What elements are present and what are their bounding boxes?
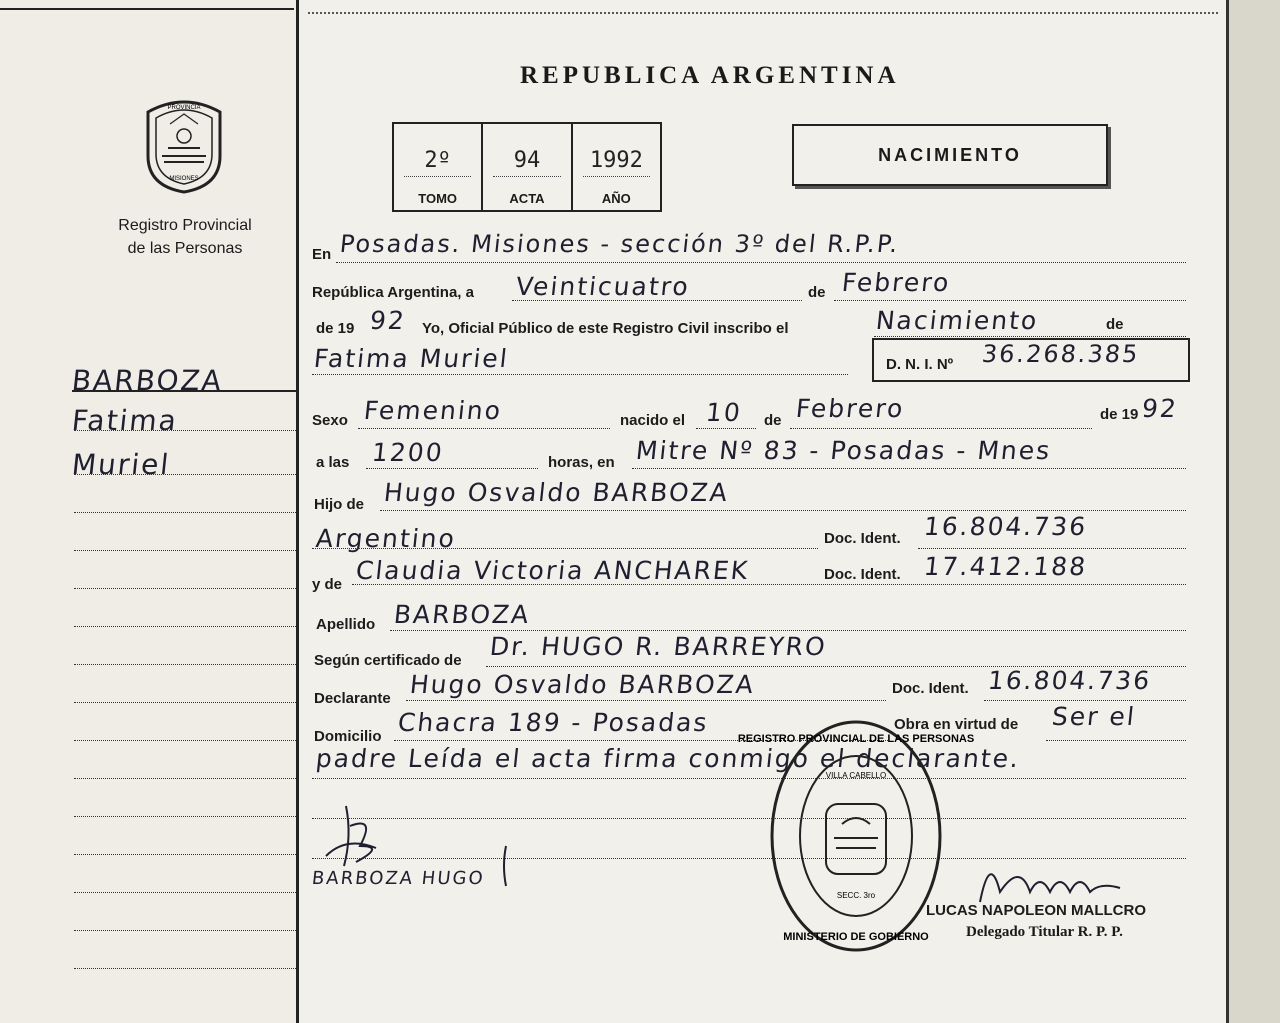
label-y-de: y de bbox=[312, 576, 343, 593]
value-padre-doc: 16.804.736 bbox=[922, 512, 1089, 541]
margin-line bbox=[74, 512, 296, 513]
margin-line bbox=[74, 854, 296, 855]
label-dni: D. N. I. Nº bbox=[886, 356, 954, 373]
acta-value: 94 bbox=[513, 148, 541, 173]
line-declarante-doc bbox=[984, 700, 1186, 701]
seal-text-top: PROVINCIA bbox=[167, 105, 201, 111]
label-horas-en: horas, en bbox=[548, 454, 615, 471]
value-apellido: BARBOZA bbox=[392, 600, 532, 629]
label-doc-ident-padre: Doc. Ident. bbox=[824, 530, 901, 547]
value-mes-nac: Febrero bbox=[794, 394, 906, 423]
registry-line-1: Registro Provincial bbox=[118, 217, 252, 234]
anio-value: 1992 bbox=[589, 148, 643, 173]
page-edge bbox=[1228, 0, 1280, 1023]
value-dni: 36.268.385 bbox=[980, 340, 1141, 368]
record-type-box: NACIMIENTO bbox=[792, 124, 1108, 186]
label-segun-certificado: Según certificado de bbox=[314, 652, 462, 669]
value-declarante-doc: 16.804.736 bbox=[986, 666, 1153, 695]
stamp-ring-text-bottom: MINISTERIO DE GOBIERNO bbox=[783, 931, 929, 943]
label-de-2: de bbox=[1106, 316, 1124, 333]
tomo-cell bbox=[394, 124, 483, 210]
margin-line bbox=[74, 740, 296, 741]
value-lugar-nac: Mitre Nº 83 - Posadas - Mnes bbox=[634, 436, 1053, 465]
value-lugar: Posadas. Misiones - sección 3º del R.P.P. bbox=[338, 230, 901, 258]
label-de-3: de bbox=[764, 412, 782, 429]
line-mes-nac bbox=[790, 428, 1092, 429]
label-en: En bbox=[312, 246, 332, 263]
value-declarante: Hugo Osvaldo BARBOZA bbox=[408, 670, 757, 699]
label-nacido-el: nacido el bbox=[620, 412, 686, 429]
value-padre: Hugo Osvaldo BARBOZA bbox=[382, 478, 731, 507]
margin-line bbox=[74, 892, 296, 893]
label-republica: República Argentina, a bbox=[312, 284, 474, 301]
margin-line bbox=[74, 968, 296, 969]
officer-title: Delegado Titular R. P. P. bbox=[966, 924, 1123, 940]
label-de: de bbox=[808, 284, 826, 301]
line-dia bbox=[512, 300, 802, 301]
label-apellido: Apellido bbox=[316, 616, 376, 633]
value-madre: Claudia Victoria ANCHAREK bbox=[354, 556, 751, 585]
line-apellido bbox=[390, 630, 1186, 631]
line-obra-continuacion bbox=[312, 778, 1186, 779]
label-obra: Obra en virtud de bbox=[894, 716, 1019, 733]
top-rule bbox=[0, 8, 294, 10]
line-nacionalidad bbox=[312, 548, 818, 549]
country-heading: REPUBLICA ARGENTINA bbox=[520, 62, 900, 89]
stamp-city: VILLA CABELLO bbox=[825, 771, 887, 780]
right-border bbox=[1226, 0, 1229, 1023]
top-dotted-rule bbox=[308, 12, 1218, 14]
value-anio-nac: 92 bbox=[1140, 394, 1180, 423]
line-lugar-nac bbox=[632, 468, 1186, 469]
registry-line-2: de las Personas bbox=[127, 240, 243, 257]
label-de-19: de 19 bbox=[316, 320, 355, 337]
margin-line bbox=[74, 430, 296, 431]
label-doc-ident-madre: Doc. Ident. bbox=[824, 566, 901, 583]
line-mes bbox=[834, 300, 1186, 301]
line-padre-doc bbox=[918, 548, 1186, 549]
label-a-las: a las bbox=[316, 454, 350, 471]
label-declarante: Declarante bbox=[314, 690, 391, 707]
margin-surname-rule bbox=[72, 390, 296, 392]
value-dia-inscripcion: Veinticuatro bbox=[514, 272, 692, 301]
margin-line bbox=[74, 816, 296, 817]
value-nombre: Fatima Muriel bbox=[312, 344, 511, 373]
line-nombre bbox=[312, 374, 848, 375]
margin-line bbox=[74, 588, 296, 589]
stamp-ring-text: REGISTRO PROVINCIAL DE LAS PERSONAS bbox=[737, 733, 975, 745]
margin-line bbox=[74, 550, 296, 551]
value-obra: Ser el bbox=[1050, 702, 1138, 731]
province-seal-icon bbox=[140, 94, 228, 194]
line-sexo bbox=[358, 428, 610, 429]
margin-surname: BARBOZA bbox=[70, 364, 225, 397]
seal-text-bottom: MISIONES bbox=[169, 176, 199, 182]
line-declarante bbox=[406, 700, 886, 701]
margin-line bbox=[74, 626, 296, 627]
value-padre-nacionalidad: Argentino bbox=[314, 524, 458, 553]
margin-name-2: Muriel bbox=[70, 448, 172, 481]
value-domicilio: Chacra 189 - Posadas bbox=[396, 708, 711, 737]
label-doc-ident-declarante: Doc. Ident. bbox=[892, 680, 969, 697]
label-hijo-de: Hijo de bbox=[314, 496, 365, 513]
registry-title bbox=[60, 214, 310, 260]
margin-line bbox=[74, 702, 296, 703]
value-madre-doc: 17.412.188 bbox=[922, 552, 1089, 581]
line-dia-nac bbox=[696, 428, 756, 429]
margin-line bbox=[74, 474, 296, 475]
record-box bbox=[392, 122, 662, 212]
officer-name: LUCAS NAPOLEON MALLCRO bbox=[926, 902, 1146, 919]
value-mes-inscripcion: Febrero bbox=[840, 268, 952, 297]
margin-line bbox=[74, 664, 296, 665]
value-anio-inscripcion: 92 bbox=[368, 306, 408, 335]
value-sexo: Femenino bbox=[362, 396, 504, 425]
value-dia-nac: 10 bbox=[704, 398, 744, 427]
stamp-secc: SECC. 3ro bbox=[836, 891, 876, 900]
value-hora: 1200 bbox=[370, 438, 446, 467]
line-obra bbox=[1046, 740, 1186, 741]
value-certificado: Dr. HUGO R. BARREYRO bbox=[488, 632, 829, 661]
line-madre bbox=[352, 584, 1186, 585]
declarant-signature-name: BARBOZA HUGO bbox=[310, 868, 486, 889]
line-hora bbox=[366, 468, 538, 469]
label-sexo: Sexo bbox=[312, 412, 348, 429]
declarant-signature-icon bbox=[316, 796, 516, 906]
acta-cell bbox=[483, 124, 572, 210]
line-lugar bbox=[336, 262, 1186, 263]
label-domicilio: Domicilio bbox=[314, 728, 382, 745]
value-obra-continuacion: padre Leída el acta firma conmigo el declarante. bbox=[314, 744, 1022, 773]
anio-label: AÑO bbox=[601, 191, 631, 206]
label-de-year: de 19 bbox=[1100, 406, 1139, 423]
acta-label: ACTA bbox=[509, 191, 545, 206]
line-acto bbox=[874, 336, 1186, 337]
tomo-label: TOMO bbox=[418, 191, 458, 206]
line-padre bbox=[380, 510, 1186, 511]
margin-name-1: Fatima bbox=[70, 404, 180, 437]
margin-divider bbox=[296, 0, 299, 1023]
anio-cell bbox=[573, 124, 660, 210]
margin-line bbox=[74, 930, 296, 931]
margin-line bbox=[74, 778, 296, 779]
value-acto: Nacimiento bbox=[874, 306, 1040, 335]
label-yo-oficial: Yo, Oficial Público de este Registro Civil inscribo el bbox=[422, 320, 789, 337]
tomo-value: 2º bbox=[424, 148, 451, 173]
